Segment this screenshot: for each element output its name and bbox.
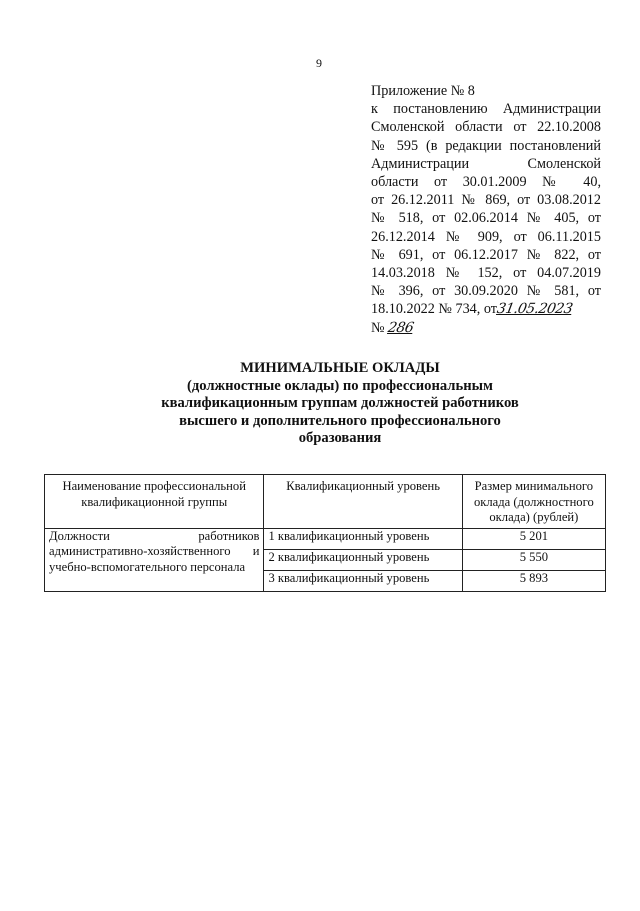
salary-cell: 5 893 [462,570,605,591]
appendix-block [371,82,601,337]
level-cell: 3 квалификационный уровень [264,570,462,591]
appendix-line-number [371,319,601,337]
appendix-line: Администрации Смоленской [371,155,601,172]
header-level: Квалификационный уровень [264,475,462,529]
title-line: высшего и дополнительного профессионального [179,412,501,429]
level-cell: 1 квалификационный уровень [264,528,462,549]
title-line: (должностные оклады) по профессиональным [187,377,493,394]
page-number: 9 [316,56,322,70]
appendix-line: № 518, от 02.06.2014 № 405, от [371,210,601,227]
salary-table [44,474,606,592]
title-line: квалификационным группам должностей работников [161,395,519,411]
table-row [45,528,606,549]
number-sign: № [371,319,385,336]
appendix-line-dated [371,300,601,318]
appendix-line: 26.12.2014 № 909, от 06.11.2015 [371,228,601,245]
appendix-line: № 691, от 06.12.2017 № 822, от [371,246,601,263]
appendix-line: 14.03.2018 № 152, от 04.07.2019 [371,265,601,282]
document-title [40,360,640,448]
level-cell: 2 квалификационный уровень [264,549,462,570]
appendix-line-prefix: 18.10.2022 № 734, от [371,301,497,318]
title-line: МИНИМАЛЬНЫЕ ОКЛАДЫ [240,360,440,376]
header-salary: Размер минимального оклада (должностного оклада) (рублей) [462,475,605,529]
title-line: образования [298,430,382,446]
salary-cell: 5 201 [462,528,605,549]
table-header-row [45,475,606,529]
appendix-line: к постановлению Администрации [371,101,601,118]
handwritten-number: 286 [386,319,415,336]
appendix-line: области от 30.01.2009 № 40, [371,174,601,191]
appendix-line: № 595 (в редакции постановлений [371,137,601,154]
header-group: Наименование профессиональной квалификационной группы [45,475,264,529]
appendix-line: от 26.12.2011 № 869, от 03.08.2012 [371,192,601,209]
handwritten-date: 31.05.2023 [495,301,574,318]
appendix-line: № 396, от 30.09.2020 № 581, от [371,283,601,300]
salary-cell: 5 550 [462,549,605,570]
appendix-line: Приложение № 8 [371,83,475,99]
group-name-cell: Должности работников административно-хозяйственного и учебно-вспомогательного персонала [45,528,264,591]
appendix-line: Смоленской области от 22.10.2008 [371,119,601,136]
